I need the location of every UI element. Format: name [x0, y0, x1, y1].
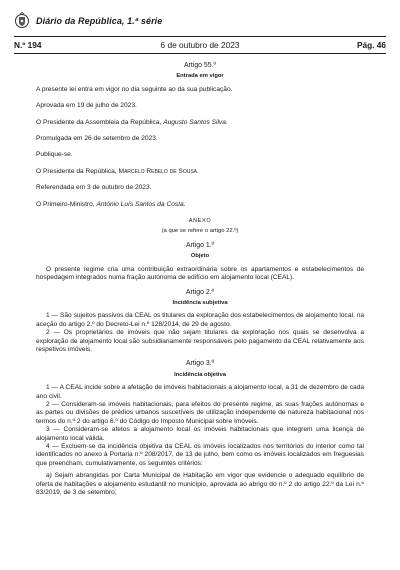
assembly-president-signature: O Presidente da Assembleia da República, Augusto Santos Silva.	[36, 118, 228, 126]
article-55-text: A presente lei entra em vigor no dia seguinte ao da sua publicação.	[36, 85, 233, 93]
page-number: Pág. 46	[356, 40, 386, 50]
issue-date: 6 de outubro de 2023	[160, 40, 240, 50]
article-55-title: Entrada em vigor	[176, 73, 224, 80]
article-1-text: O presente regime cria uma contribuição extraordinária sobre os apartamentos e estabelecimentos de hospedagem integrados numa fração autónoma de edifício em alojamento local (CEAL).	[36, 265, 364, 282]
article-3-number: Artigo 3.º	[185, 360, 215, 368]
article-3-paragraph-3: 3 — Consideram-se afetos a alojamento local os imóveis habitacionais que integrem uma licença de alojamento local válida.	[36, 426, 364, 442]
prime-minister-signature: O Primeiro-Ministro, António Luís Santos da Costa.	[36, 200, 186, 208]
article-3-paragraph-1: 1 — A CEAL incide sobre a afetação de imóveis habitacionais a alojamento local, a 31 de dezembro de cada ano civil.	[36, 384, 364, 400]
issue-divider	[14, 53, 386, 54]
article-1-title: Objeto	[190, 253, 210, 260]
assembly-president-name: Augusto Santos Silva	[163, 118, 226, 126]
issue-number: N.º 194	[14, 40, 42, 50]
referendum-date: Referendada em 3 de outubro de 2023.	[36, 184, 152, 192]
article-2-paragraph-2: 2 — Os proprietários de imóveis que não sejam titulares da exploração nos quais se desenvolva a exploração de alojamento local são subsidiariamente responsáveis pelo pagamento da CEAL relativamente aos respetivos imóveis.	[36, 329, 364, 353]
article-3-title: Incidência objetiva	[174, 371, 226, 378]
article-55-number: Artigo 55.º	[183, 62, 216, 69]
article-3-item-a: a) Sejam abrangidas por Carta Municipal de Habitação em vigor que evidencie o adequado equilíbrio de oferta de habitações e alojamento estudantil no município, aprovada ao abrigo do n.º 2 do artigo 22.º da Lei n.º 83/2019, de 3 de setembro;	[36, 472, 364, 497]
portuguese-republic-emblem-icon	[14, 12, 30, 30]
republic-president-signature: O Presidente da República, Marcelo Rebelo de Sousa.	[36, 167, 199, 175]
publish-order: Publique-se.	[36, 151, 73, 159]
promulgation-date: Promulgada em 26 de setembro de 2023.	[36, 135, 158, 143]
prime-minister-name: António Luís Santos da Costa	[96, 200, 184, 208]
gazette-header	[14, 10, 162, 32]
article-2-paragraph-1: 1 — São sujeitos passivos da CEAL os titulares da exploração dos estabelecimentos de alojamento local, na aceção do artigo 2.º do Decreto-Lei n.º 128/2014, de 29 de agosto.	[36, 312, 364, 328]
issue-line	[14, 40, 386, 52]
article-3-paragraph-4: 4 — Excluem-se da incidência objetiva da CEAL os imóveis localizados nos territórios do interior como tal identificados no anexo à Portaria n.º 208/2017, de 13 de julho, bem como os imóveis localizados em freguesias que preencham, cumulativamente, os seguintes critérios:	[36, 443, 364, 467]
annex-label: ANEXO	[188, 218, 212, 225]
approval-date: Aprovada em 19 de julho de 2023.	[36, 102, 137, 110]
journal-title: Diário da República, 1.ª série	[36, 16, 163, 26]
article-3-paragraph-2: 2 — Consideram-se imóveis habitacionais, para efeitos do presente regime, as suas frações autónomas e as partes ou divisões de prédios urbanos suscetíveis de utilização independente de natureza habitacional nos termos do n.º 2 do artigo 6.º do Código do Imposto Municipal sobre Imóveis.	[36, 400, 364, 425]
article-2-title: Incidência subjetiva	[172, 299, 228, 306]
republic-president-name: Marcelo Rebelo de Sousa	[118, 167, 197, 175]
article-1-number: Artigo 1.º	[185, 241, 215, 249]
annex-reference: (a que se refere o artigo 22.º)	[161, 228, 239, 235]
document-body	[36, 56, 364, 497]
article-2-number: Artigo 2.º	[185, 288, 215, 296]
header-divider	[14, 36, 386, 37]
